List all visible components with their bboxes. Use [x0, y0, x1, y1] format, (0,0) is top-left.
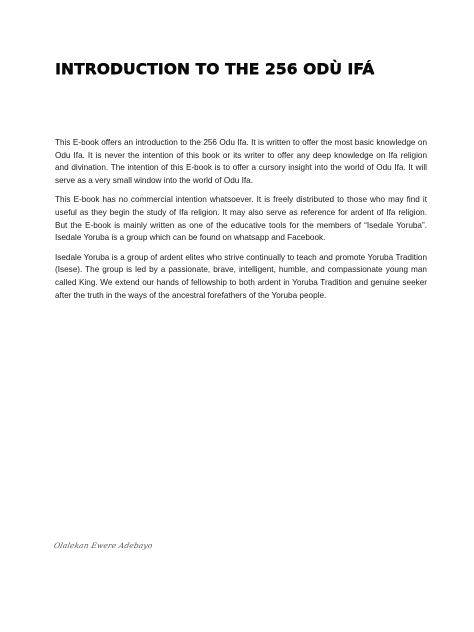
paragraph-purpose: This E-book has no commercial intention whatsoever. It is freely distributed to those who may find it useful as they begin the study of Ifa religion. It may also serve as reference for ardent of Ifa religion. But the E-book is mainly written as one of the educative tools for the members of “Isedale Yoruba”. Isedale Yoruba is a group which can be found on whatsapp and Facebook. — [55, 195, 427, 243]
body-text — [55, 137, 427, 309]
paragraph-group: Isedale Yoruba is a group of ardent elites who strive continually to teach and promote Yoruba Tradition (Isese). The group is led by a passionate, brave, intelligent, humble, and compassionate young man called King. We extend our hands of fellowship to both ardent in Yoruba Tradition and genuine seeker after the truth in the ways of the ancestral forefathers of the Yoruba people. — [55, 252, 427, 300]
page-title: INTRODUCTION TO THE 256 ODÙ IFÁ — [55, 60, 375, 78]
paragraph-intro: This E-book offers an introduction to the 256 Odu Ifa. It is written to offer the most basic knowledge on Odu Ifa. It is never the intention of this book or its writer to offer any deep knowledge on Ifa religion and divination. The intention of this E-book is to offer a cursory insight into the world of Odu Ifa. It will serve as a very small window into the world of Odu Ifa. — [55, 138, 427, 185]
author-signature: Olalekan Ewere Adebayo — [53, 541, 154, 550]
